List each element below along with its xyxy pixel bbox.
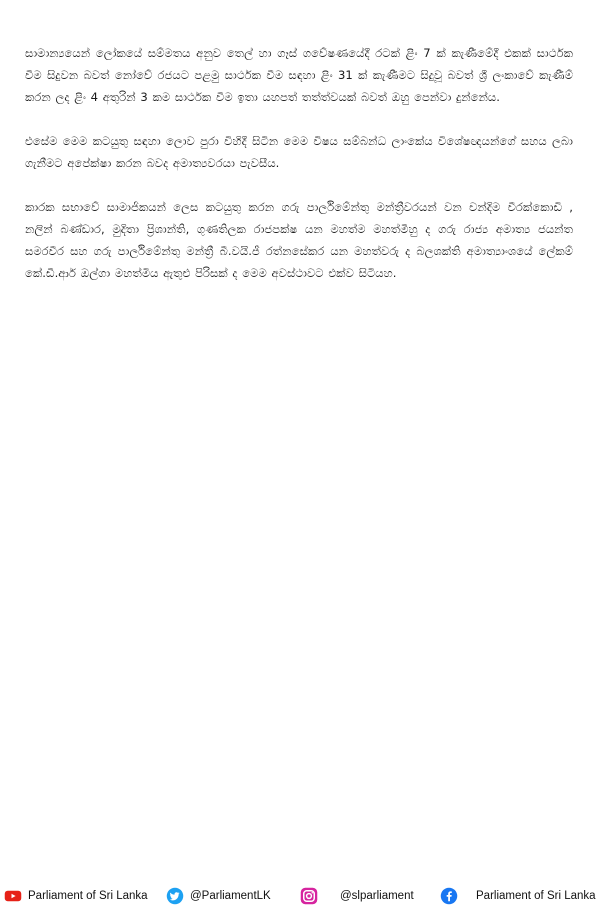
facebook-label: Parliament of Sri Lanka — [476, 890, 596, 902]
twitter-link[interactable] — [166, 887, 271, 905]
instagram-label: @slparliament — [340, 890, 414, 902]
youtube-icon — [4, 887, 22, 905]
article-body — [25, 42, 573, 306]
youtube-label: Parliament of Sri Lanka — [28, 890, 148, 902]
facebook-link[interactable] — [440, 887, 596, 905]
twitter-icon — [166, 887, 184, 905]
paragraph-3: කාරක සභාවේ සාමාජිකයන් ලෙස කටයුතු කරන ගරු පාර්ලිමේන්තු මන්ත්‍රීවරයන් වන චන්දිම වීරක්කොඩි , නලින් බණ්ඩාර, මුදිතා ප්‍රිශාන්ති, ගුණතිලක රාජපක්ෂ යන මහත්ම මහත්මීහු ද ගරු රාජ්‍ය අමාත්‍ය ජයන්ත සමරවීර සහ ගරු පාර්ලිමේන්තු මන්ත්‍රී බී.වයි.ජී රත්නසේකර යන මහත්වරු ද බලශක්ති අමාත්‍යාංශයේ ලේකම් කේ.ඩී.ආර් ඔල්ගා මහත්මිය ඇතුළු පිරිසක් ද මෙම අවස්ථාවට එක්ව සිටියහ. — [25, 200, 573, 280]
social-footer — [0, 883, 600, 911]
youtube-link[interactable] — [4, 887, 148, 905]
paragraph-1: සාමාන්‍යයෙන් ලෝකයේ සම්මතය අනුව තෙල් හා ගෑස් ගවේෂණයේදී රටක් ළිං 7 ක් කැණීමේදී එකක් සාර්ථක වීම සිදුවන බවත් නෝවේ රජයට පළමු සාර්ථක වීම සඳහා ළිං 31 ක් කැණීමට සිදුවූ බවත් ශ්‍රී ලංකාවේ කැණීම් කරන ලද ළිං 4 අතුරින් 3 කම සාර්ථක වීම ඉතා යහපත් තත්ත්වයක් බවත් ඔහු පෙන්වා දුන්නේය. — [25, 46, 573, 104]
facebook-icon — [440, 887, 458, 905]
instagram-icon — [300, 887, 318, 905]
paragraph-2: එසේම මෙම කටයුතු සඳහා ලොව පුරා විහිදී සිටින මෙම විෂය සම්බන්ධ ලාංකේය විශේෂඥයන්ගේ සහය ලබා ගැනීමට අපේක්ෂා කරන බවද අමාත්‍යවරයා පැවසීය. — [25, 134, 573, 170]
instagram-link[interactable] — [300, 887, 414, 905]
twitter-label: @ParliamentLK — [190, 890, 271, 902]
